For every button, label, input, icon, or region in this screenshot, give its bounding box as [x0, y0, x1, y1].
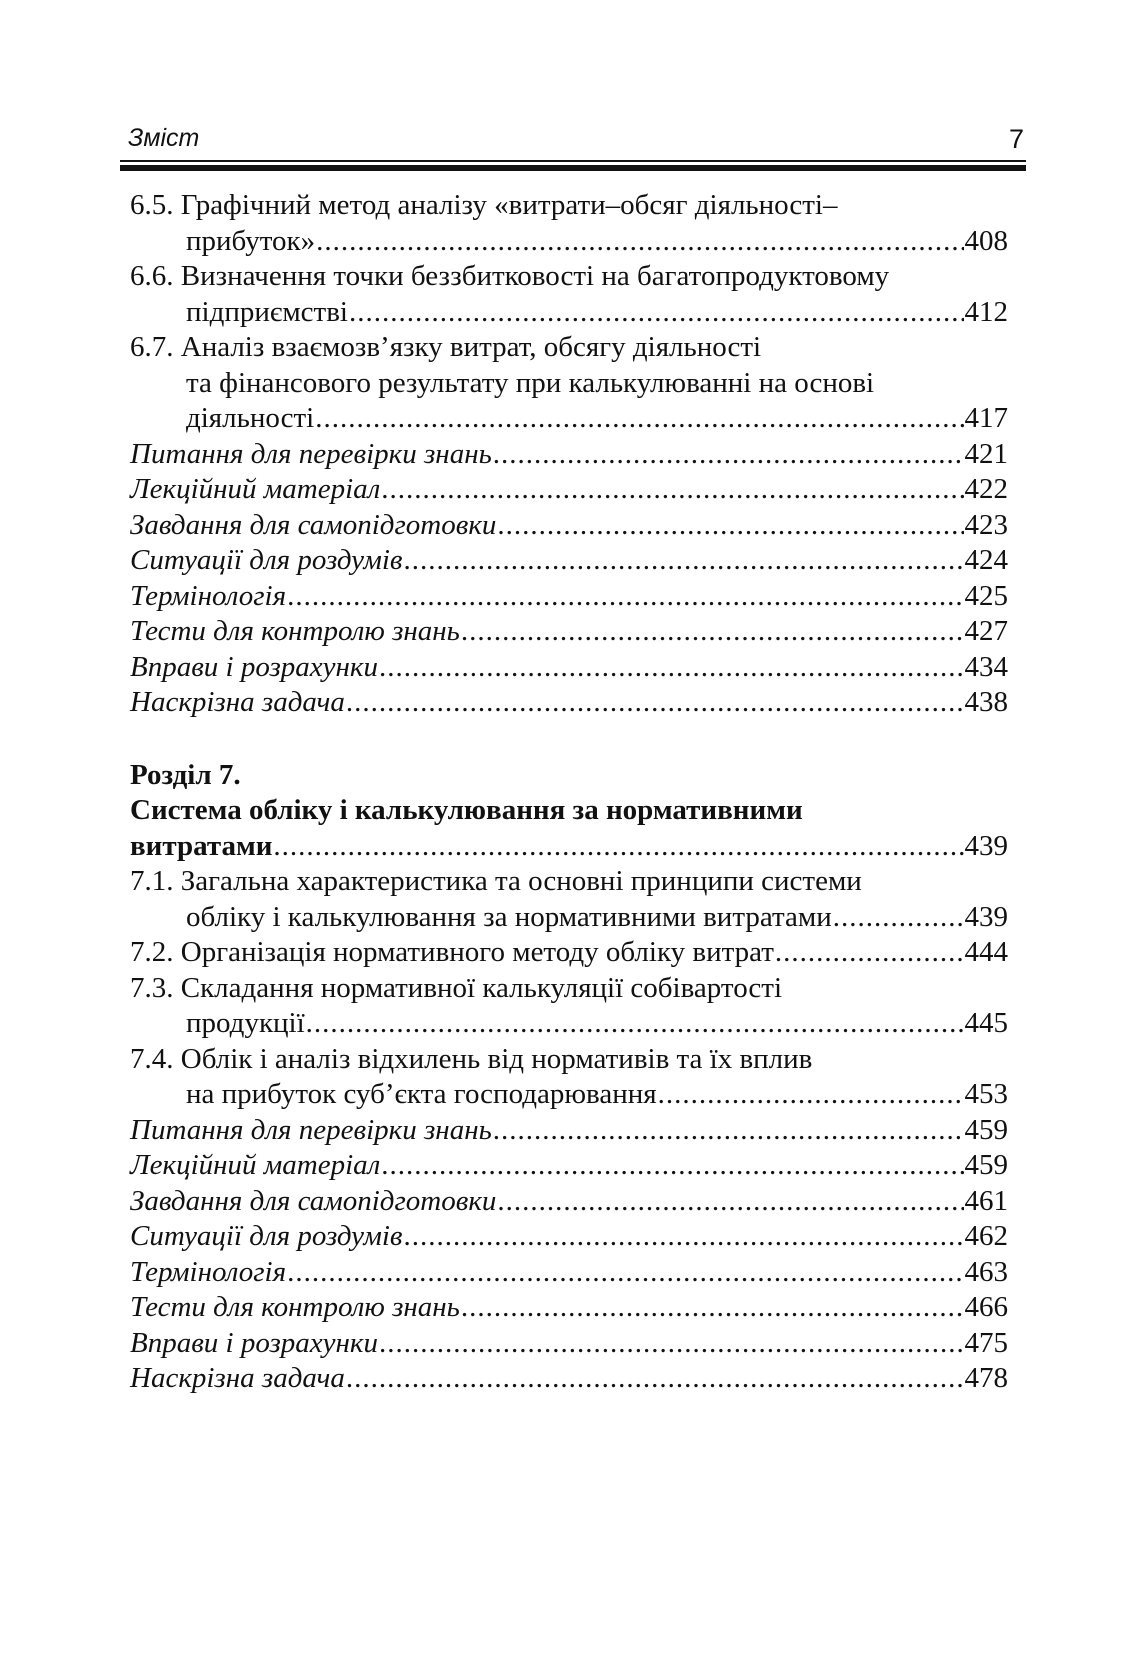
toc-entry-text: 7.1. Загальна характеристика та основні принципи системи [130, 865, 862, 897]
toc-entry-lecture[interactable] [130, 1148, 1008, 1184]
toc-entry-text: Ситуації для роздумів [130, 544, 403, 576]
section-gap [130, 721, 1008, 758]
toc-entry-exercises[interactable] [130, 1326, 1008, 1362]
dot-leader [346, 1361, 964, 1397]
dot-leader [273, 829, 963, 865]
toc-page-number: 423 [964, 508, 1008, 541]
table-of-contents [130, 188, 1008, 1397]
toc-entry-case-study[interactable] [130, 685, 1008, 721]
toc-page-number: 417 [964, 402, 1008, 434]
dot-leader [379, 1326, 964, 1362]
toc-entry-text: підприємстві [186, 295, 348, 328]
toc-entry-lastline [130, 224, 1008, 260]
toc-page-number: 438 [964, 686, 1008, 718]
toc-page-number: 424 [964, 544, 1008, 576]
dot-leader [379, 650, 964, 686]
dot-leader [493, 1113, 964, 1149]
toc-page-number: 421 [964, 437, 1008, 470]
toc-entry-text: продукції [186, 1007, 305, 1039]
dot-leader [497, 508, 963, 544]
dot-leader [658, 1077, 964, 1113]
toc-page-number: 463 [964, 1255, 1008, 1288]
toc-entry-6-6[interactable] [130, 259, 1008, 330]
toc-entry-exercises[interactable] [130, 650, 1008, 686]
toc-page-number: 459 [964, 1149, 1008, 1181]
toc-entry-7-3[interactable] [130, 971, 1008, 1042]
running-header-title: Зміст [128, 124, 200, 152]
toc-entry-tests[interactable] [130, 1290, 1008, 1326]
toc-entry-text: Завдання для самопідготовки [130, 1184, 497, 1217]
header-rule-thin [120, 160, 1026, 162]
toc-page-number: 459 [964, 1113, 1008, 1146]
toc-page-number: 439 [964, 900, 1008, 933]
toc-entry-lastline [130, 900, 1008, 936]
chapter-heading: Розділ 7. [130, 758, 241, 791]
dot-leader [461, 1290, 964, 1326]
toc-entry-text: діяльності [186, 402, 315, 434]
toc-entry-situations[interactable] [130, 1219, 1008, 1255]
dot-leader [306, 1006, 964, 1042]
dot-leader [403, 1219, 963, 1255]
toc-entry-terminology[interactable] [130, 1255, 1008, 1291]
toc-entry-lastline [130, 401, 1008, 437]
toc-entry-text: Вправи і розрахунки [130, 1326, 378, 1359]
toc-entry-text: Тести для контролю знань [130, 615, 460, 647]
toc-entry-text: на прибуток суб’єкта господарювання [186, 1078, 657, 1110]
toc-entry-text: Наскрізна задача [130, 686, 345, 718]
dot-leader [349, 295, 964, 331]
toc-entry-text: та фінансового результату при калькулюванні на основі [186, 366, 875, 399]
toc-page-number: 466 [964, 1291, 1008, 1323]
dot-leader [346, 685, 964, 721]
dot-leader [775, 935, 964, 971]
toc-page-number: 439 [964, 829, 1008, 862]
toc-page-number: 422 [964, 473, 1008, 505]
toc-entry-terminology[interactable] [130, 579, 1008, 615]
toc-page-number: 425 [964, 579, 1008, 612]
toc-entry-text: Тести для контролю знань [130, 1291, 460, 1323]
dot-leader [461, 614, 964, 650]
dot-leader [493, 437, 964, 473]
toc-entry-6-7[interactable] [130, 330, 1008, 437]
toc-page-number: 478 [964, 1362, 1008, 1394]
dot-leader [381, 472, 963, 508]
toc-entry-text: 6.5. Графічний метод аналізу «витрати–обсяг діяльності– [130, 189, 838, 221]
toc-entry-7-2[interactable] [130, 935, 1008, 971]
chapter-title-text: витратами [130, 829, 273, 862]
toc-entry-text: 7.2. Організація нормативного методу обліку витрат [130, 936, 774, 968]
page-number: 7 [1008, 124, 1024, 154]
chapter-title-entry[interactable] [130, 793, 1008, 864]
toc-entry-text: Ситуації для роздумів [130, 1220, 403, 1252]
toc-entry-text: прибуток» [186, 224, 316, 257]
toc-entry-lastline [130, 829, 1008, 865]
toc-page-number: 453 [964, 1078, 1008, 1110]
toc-entry-lecture[interactable] [130, 472, 1008, 508]
toc-page-number: 461 [964, 1184, 1008, 1217]
toc-entry-text: Термінологія [130, 579, 287, 612]
toc-entry-text: Термінологія [130, 1255, 287, 1288]
toc-entry-questions[interactable] [130, 437, 1008, 473]
toc-entry-self-study[interactable] [130, 508, 1008, 544]
toc-page-number: 427 [964, 615, 1008, 647]
toc-page-number: 408 [964, 224, 1008, 257]
toc-page-number: 412 [964, 295, 1008, 328]
toc-entry-text: Питання для перевірки знань [130, 1113, 492, 1146]
dot-leader [316, 224, 963, 260]
toc-entry-7-1[interactable] [130, 864, 1008, 935]
toc-entry-text: 6.6. Визначення точки беззбитковості на багатопродуктовому [130, 260, 890, 292]
dot-leader [315, 401, 963, 437]
toc-entry-lastline [130, 295, 1008, 331]
toc-entry-situations[interactable] [130, 543, 1008, 579]
toc-entry-lastline [130, 1006, 1008, 1042]
toc-entry-text: обліку і калькулювання за нормативними витратами [186, 900, 832, 933]
dot-leader [833, 900, 964, 936]
toc-entry-text: Питання для перевірки знань [130, 437, 492, 470]
dot-leader [403, 543, 963, 579]
header-rule-thick [120, 165, 1026, 171]
toc-entry-text: Лекційний матеріал [130, 473, 381, 505]
toc-entry-questions[interactable] [130, 1113, 1008, 1149]
toc-entry-text: 7.4. Облік і аналіз відхилень від нормативів та їх вплив [130, 1042, 813, 1075]
dot-leader [287, 1255, 963, 1291]
toc-entry-self-study[interactable] [130, 1184, 1008, 1220]
toc-entry-lastline [130, 1077, 1008, 1113]
dot-leader [497, 1184, 963, 1220]
toc-entry-text: 6.7. Аналіз взаємозв’язку витрат, обсягу діяльності [130, 331, 762, 363]
dot-leader [287, 579, 963, 615]
toc-entry-tests[interactable] [130, 614, 1008, 650]
toc-page-number: 434 [964, 650, 1008, 683]
running-header [128, 118, 1026, 162]
toc-entry-7-4[interactable] [130, 1042, 1008, 1113]
toc-page-number: 445 [964, 1007, 1008, 1039]
toc-entry-case-study[interactable] [130, 1361, 1008, 1397]
toc-entry-6-5[interactable] [130, 188, 1008, 259]
chapter-title-text: Система обліку і калькулювання за нормативними [130, 794, 803, 826]
toc-entry-text: 7.3. Складання нормативної калькуляції собівартості [130, 971, 783, 1004]
toc-page-number: 462 [964, 1220, 1008, 1252]
toc-page-number: 475 [964, 1326, 1008, 1359]
toc-entry-text: Вправи і розрахунки [130, 650, 378, 683]
toc-page-number: 444 [964, 936, 1008, 968]
dot-leader [381, 1148, 963, 1184]
toc-entry-text: Лекційний матеріал [130, 1149, 381, 1181]
header-rule [120, 160, 1026, 173]
toc-entry-text: Завдання для самопідготовки [130, 508, 497, 541]
toc-entry-text: Наскрізна задача [130, 1362, 345, 1394]
